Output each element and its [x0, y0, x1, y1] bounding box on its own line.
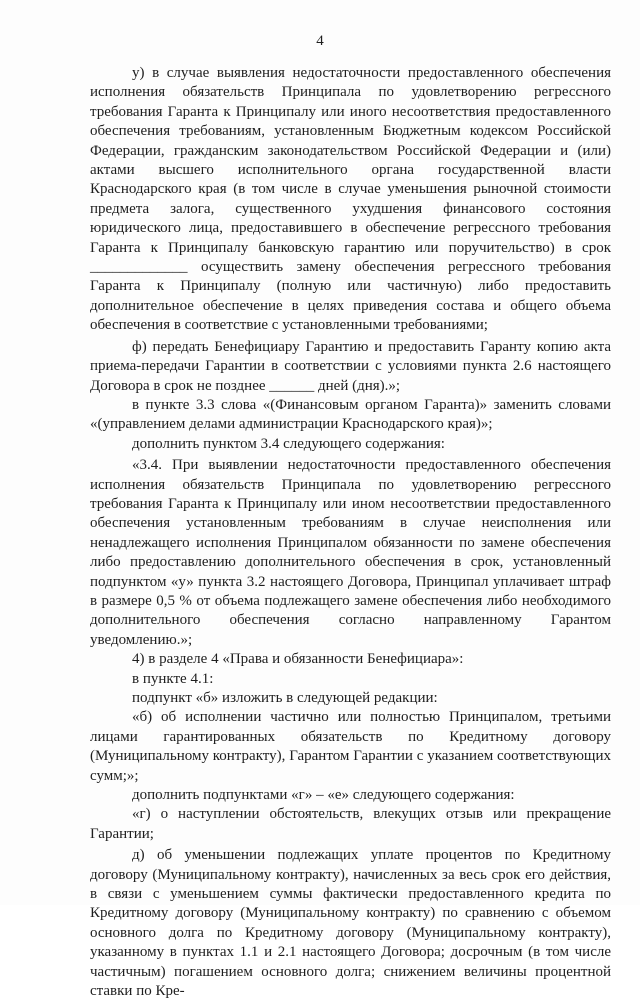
paragraph-subclause-b: «б) об исполнении частично или полностью Принципалом, третьими лицами гарантированных обязательств по Кредитному договору (Муниципальному контракту), Гарантом Гарантии с указанием соответствующих сумм;»; [90, 709, 611, 784]
paragraph-d: д) об уменьшении подлежащих уплате процентов по Кредитному договору (Муниципальному контракту), начисленных за весь срок его действия, в связи с уменьшением суммы фактически предоставленного кредита по Кредитному договору (Муниципальному контракту) по сравнению с объемом основного долга по Кредитному договору (Муниципальному контракту), указанному в пунктах 1.1 и 2.1 настоящего Договора; досрочным (в том числе частичным) погашением основного долга; снижением величины процентной ставки по Кре- [90, 847, 611, 1000]
paragraph-clause-3-3: в пункте 3.3 слова «(Финансовым органом Гаранта)» заменить словами «(управлением делами администрации Краснодарского края)»; [90, 396, 611, 433]
document-body [90, 64, 611, 1002]
paragraph-section-4: 4) в разделе 4 «Права и обязанности Бенефициара»: [132, 651, 464, 668]
paragraph-add-3-4: дополнить пунктом 3.4 следующего содержания: [132, 435, 445, 452]
paragraph-f: ф) передать Бенефициару Гарантию и предоставить Гаранту копию акта приема-передачи Гарантии в соответствии с условиями пункта 2.6 настоящего Договора в срок не позднее ______ дней (дня).»; [90, 338, 611, 394]
paragraph-u: у) в случае выявления недостаточности предоставленного обеспечения исполнения обязательств Принципала по удовлетворению регрессного требования Гаранта к Принципалу или иного несоответствия предоставленного обеспечения требованиям, установленным Бюджетным кодексом Российской Федерации, гражданским законодательством Российской Федерации и (или) актами высшего исполнительного органа государственной власти Краснодарского края (в том числе в случае уменьшения рыночной стоимости предмета залога, существенного ухудшения финансового состояния юридического лица, предоставившего в обеспечение регрессного требования Гаранта к Принципалу банковскую гарантию или поручительство) в срок _____________ осуществить замену обеспечения регрессного требования Гаранта к Принципалу (полную или частичную) либо предоставить дополнительное обеспечение в целях приведения состава и общего объема обеспечения в соответствие с установленными требованиями; [90, 65, 611, 334]
paragraph-clause-4-1: в пункте 4.1: [132, 670, 214, 687]
paragraph-subclause-b-intro: подпункт «б» изложить в следующей редакции: [132, 690, 438, 706]
paragraph-3-4: «3.4. При выявлении недостаточности предоставленного обеспечения исполнения обязательств Принципала по удовлетворению регрессного требования Гаранта к Принципалу или ином несоответствии предоставленного обеспечения установленным требованиям в случае неисполнения или ненадлежащего исполнения Принципалом обязанности по замене обеспечения либо предоставлению дополнительного обеспечения в срок, установленный подпунктом «у» пункта 3.2 настоящего Договора, Принципал уплачивает штраф в размере 0,5 % от объема подлежащего замене обеспечения либо необходимого дополнительного обеспечения согласно направленному Гарантом уведомлению.»; [90, 457, 611, 648]
page-number: 4 [316, 33, 324, 49]
paragraph-g: «г) о наступлении обстоятельств, влекущих отзыв или прекращение Гарантии; [90, 806, 611, 842]
paragraph-add-g-e: дополнить подпунктами «г» – «е» следующего содержания: [132, 787, 515, 804]
